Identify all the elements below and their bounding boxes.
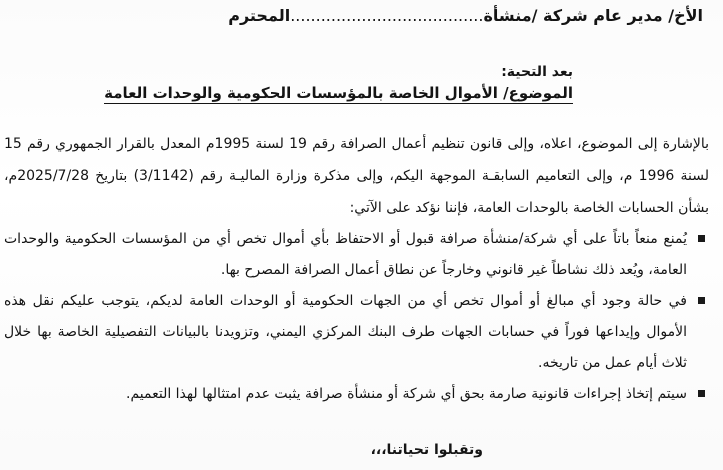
addressee-text: الأخ/ مدير عام شركة /منشأة bbox=[483, 6, 703, 25]
subject-line: الموضوع/ الأموال الخاصة بالمؤسسات الحكومية والوحدات العامة bbox=[104, 84, 573, 102]
letter-body bbox=[4, 128, 709, 410]
square-bullet-icon bbox=[698, 235, 705, 242]
intro-paragraph: بالإشارة إلى الموضوع، اعلاه، وإلى قانون تنظيم أعمال الصرافة رقم 19 لسنة 1995م المعدل بالقرار الجمهوري رقم 15 لسنة 1996 م، وإلى التعاميم السابقـة الموجهة اليكم، وإلى مذكرة وزارة الماليـة رقم (3/1142) بتاريخ 2025/7/28م، بشأن الحسابات الخاصة بالوحدات العامة، فإننا نؤكد على الآتي: bbox=[4, 136, 710, 216]
honorific-text: المحترم bbox=[228, 6, 291, 25]
list-item bbox=[4, 286, 709, 379]
point-text: سيتم إتخاذ إجراءات قانونية صارمة بحق أي شركة أو منشأة صرافة يثبت عدم امتثالها لهذا التعميم. bbox=[126, 386, 687, 402]
square-bullet-icon bbox=[698, 390, 705, 397]
list-item bbox=[4, 379, 709, 410]
point-text: في حالة وجود أي مبالغ أو أموال تخص أي من الجهات الحكومية أو الوحدات العامة لديكم، يتوجب عليكم نقل هذه الأموال وإيداعها فوراً في حسابات الجهات طرف البنك المركزي اليمني، وتزويدنا بالبيانات التفصيلية الخاصة بها خلال ثلاث أيام عمل من تاريخه. bbox=[4, 293, 687, 371]
point-text: يُمنع منعاً باتاً على أي شركة/منشأة صرافة قبول أو الاحتفاظ بأي أموال تخص أي من المؤسسات الحكومية والوحدات العامة، ويُعد ذلك نشاطاً غير قانوني وخارجاً عن نطاق أعمال الصرافة المصرح بها. bbox=[4, 231, 687, 278]
square-bullet-icon bbox=[698, 297, 705, 304]
greeting: بعد التحية: bbox=[501, 64, 573, 80]
list-item bbox=[4, 224, 709, 286]
addressee-dots: ...................................... bbox=[290, 6, 484, 25]
closing-line: وتقبلوا تحياتنا،،، bbox=[370, 442, 483, 458]
addressee-line bbox=[20, 6, 703, 25]
points-list bbox=[4, 224, 709, 410]
